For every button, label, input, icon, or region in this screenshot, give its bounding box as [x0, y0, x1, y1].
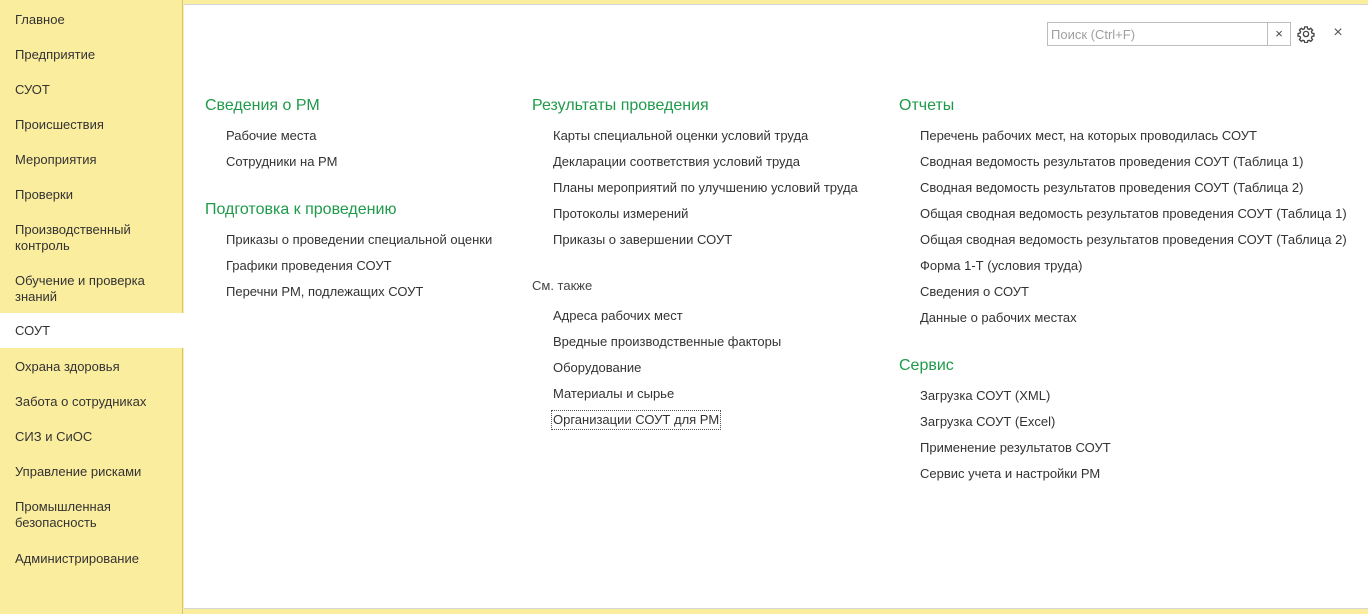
- sidebar-item-incidents[interactable]: Происшествия: [15, 117, 104, 132]
- link-equipment[interactable]: Оборудование: [553, 360, 642, 375]
- sidebar-item-siz[interactable]: СИЗ и СиОС: [15, 429, 93, 444]
- sidebar-item-suot[interactable]: СУОТ: [15, 82, 50, 97]
- link-report-summary-table1[interactable]: Сводная ведомость результатов проведения СОУТ (Таблица 1): [920, 154, 1304, 169]
- see-also-title: См. также: [532, 278, 593, 293]
- link-report-general-table2[interactable]: Общая сводная ведомость результатов проведения СОУТ (Таблица 2): [920, 232, 1347, 247]
- link-employees-on-rm[interactable]: Сотрудники на РМ: [226, 154, 338, 169]
- link-report-general-table1[interactable]: Общая сводная ведомость результатов проведения СОУТ (Таблица 1): [920, 206, 1347, 221]
- group-title-service: Сервис: [899, 357, 954, 374]
- link-assessment-cards[interactable]: Карты специальной оценки условий труда: [553, 128, 809, 143]
- link-report-workplace-data[interactable]: Данные о рабочих местах: [920, 310, 1077, 325]
- sidebar-item-training[interactable]: Обучение и проверка знаний: [15, 273, 145, 304]
- gear-icon[interactable]: [1297, 25, 1315, 43]
- link-orders-assessment[interactable]: Приказы о проведении специальной оценки: [226, 232, 493, 247]
- link-rm-lists[interactable]: Перечни РМ, подлежащих СОУТ: [226, 284, 424, 299]
- link-improvement-plans[interactable]: Планы мероприятий по улучшению условий труда: [553, 180, 858, 195]
- link-harmful-factors[interactable]: Вредные производственные факторы: [553, 334, 782, 349]
- sidebar-item-industrial-safety[interactable]: Промышленная безопасность: [15, 499, 111, 530]
- group-title-results: Результаты проведения: [532, 97, 709, 114]
- sidebar-item-risk-management[interactable]: Управление рисками: [15, 464, 142, 479]
- sidebar-item-main[interactable]: Главное: [15, 12, 65, 27]
- link-sout-organizations[interactable]: Организации СОУТ для РМ: [553, 412, 720, 427]
- search-clear-button[interactable]: ×: [1267, 23, 1290, 45]
- search-box: [1047, 22, 1291, 46]
- link-report-form-1t[interactable]: Форма 1-Т (условия труда): [920, 258, 1083, 273]
- link-declarations[interactable]: Декларации соответствия условий труда: [553, 154, 800, 169]
- link-workplace-addresses[interactable]: Адреса рабочих мест: [553, 308, 683, 323]
- link-materials[interactable]: Материалы и сырье: [553, 386, 675, 401]
- sidebar-item-administration[interactable]: Администрирование: [15, 551, 139, 566]
- link-workplaces[interactable]: Рабочие места: [226, 128, 317, 143]
- link-load-sout-xml[interactable]: Загрузка СОУТ (XML): [920, 388, 1051, 403]
- sidebar-item-sout[interactable]: СОУТ: [0, 313, 184, 348]
- search-input[interactable]: [1048, 23, 1269, 45]
- close-button[interactable]: ×: [1333, 24, 1343, 41]
- sidebar-item-production-control[interactable]: Производственный контроль: [15, 222, 131, 253]
- sidebar: [0, 0, 183, 614]
- group-title-reports: Отчеты: [899, 97, 955, 114]
- content-panel: [184, 4, 1368, 609]
- sidebar-item-inspections[interactable]: Проверки: [15, 187, 73, 202]
- link-sout-schedules[interactable]: Графики проведения СОУТ: [226, 258, 392, 273]
- group-title-rm-info: Сведения о РМ: [205, 97, 320, 114]
- link-report-workplace-list[interactable]: Перечень рабочих мест, на которых проводилась СОУТ: [920, 128, 1257, 143]
- link-rm-settings-service[interactable]: Сервис учета и настройки РМ: [920, 466, 1101, 481]
- sidebar-item-health[interactable]: Охрана здоровья: [15, 359, 120, 374]
- sidebar-item-enterprise[interactable]: Предприятие: [15, 47, 96, 62]
- link-apply-results[interactable]: Применение результатов СОУТ: [920, 440, 1111, 455]
- link-report-summary-table2[interactable]: Сводная ведомость результатов проведения СОУТ (Таблица 2): [920, 180, 1304, 195]
- sidebar-item-employee-care[interactable]: Забота о сотрудниках: [15, 394, 147, 409]
- link-report-sout-info[interactable]: Сведения о СОУТ: [920, 284, 1029, 299]
- link-completion-orders[interactable]: Приказы о завершении СОУТ: [553, 232, 733, 247]
- group-title-preparation: Подготовка к проведению: [205, 201, 397, 218]
- link-measurement-protocols[interactable]: Протоколы измерений: [553, 206, 689, 221]
- sidebar-item-measures[interactable]: Мероприятия: [15, 152, 97, 167]
- link-load-sout-excel[interactable]: Загрузка СОУТ (Excel): [920, 414, 1056, 429]
